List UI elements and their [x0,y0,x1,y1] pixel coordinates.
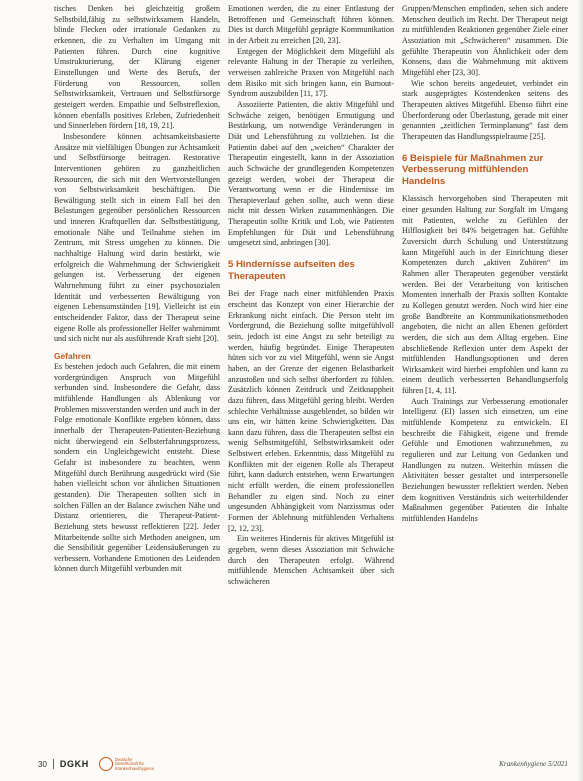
paragraph: Auch Trainings zur Verbesserung emotionaler Intelligenz (EI) lassen sich einsetzen, um eine mitfühlende Kompetenz zu entwickeln. EI beschreibt die Fähigkeit, eigene und fremde Gefühle und Emotionen wahrzunehmen, zu regulieren und zur Leitung von Gedanken und Handlungen zu nutzen. Weiterhin müssen die Aktivitäten besser gestaltet und interpersonelle Beziehungen bewusster reflektiert werden. Neben dem kognitiven Verständnis sich weiterbildender Maßnahmen gegenüber Patienten die Inhalte mitfühlenden Handelns [402,396,568,523]
society-logo-text: Deutsche Gesellschaft für Krankenhaushygiene [114,757,155,771]
section-heading-5: 5 Hindernisse aufseiten des Therapeuten [228,259,355,282]
footer-divider [53,759,54,769]
paragraph: Entgegen der Möglichkeit dem Mitgefühl als relevante Haltung in der Therapie zu verleihen, verweisen zahlreiche Praxen von Mitgefühl nach dem Risiko mit sich bringen kann, ein Burnout-Syndrom auszubilden [11, 17]. [228,46,394,99]
column-2 [228,4,394,744]
paragraph: Klassisch hervorgehoben sind Therapeuten mit einer gesunden Haltung zur Sorgfalt im Umgang mit Patienten, welche zu Gefühlen der Hilflosigkeit bei 84% beigetragen hat. Gefühlte Zuversicht durch Schulung und Unterstützung kann Mitgefühl auch in der Einrichtung dieser Kompetenzen durch „aktiven Zuhören“ im Rahmen aller Therapeuten gegenüber verstärkt werden. Bei der Verarbeitung von kritischen Momenten innerhalb der Praxis sollten Kontakte zu Kollegen genutzt werden. Noch wird hier eine große Bandbreite an Kommunikationsmethoden angeboten, die nicht an allen Ebenen gefördert werden, die sich aus dem Alltag ergeben. Eine abschließende Reflexion unter dem Aspekt der mitfühlenden Handlungsoptionen und deren Wirksamkeit wird hierbei empfohlen und kann zu einem deutlich verbesserten Behandlungserfolg führen [1, 4, 11]. [402,194,568,396]
journal-issue: Krankenhygiene 5/2021 [499,760,568,768]
section-heading-6: 6 Beispiele für Maßnahmen zur Verbesserung mitfühlenden Handelns [402,152,544,187]
paragraph: Wie schon bereits angedeutet, verbindet ein stark ausgeprägtes Kostendenken seitens des Therapeuten aktives Mitgefühl. Ebenso führt eine Überforderung oder Überlastung, gerade mit einer genannten „zeitlichen Terminplanung“ fast dem Therapeuten das Handlungsspielraume [25]. [402,78,568,141]
column-3 [402,4,568,744]
journal-logo: DGKH [59,759,89,769]
paragraph: Gruppen/Menschen empfinden, sehen sich andere Menschen deutlich im Recht. Der Therapeut neigt zu mitfühlenden Reaktionen gegenüber Ziele einer Assoziation mit „Schwächeren“ zusammen. Die gefühlte Therapeutin von Ähnlichkeit oder dem Konsens, dass die Wahrnehmung mit aktivem Mitgefühl eher [23, 30]. [402,4,568,77]
text-columns [54,4,568,744]
subheading-gefahren: Gefahren [54,351,91,361]
ring-icon [99,757,113,771]
paragraph: Assoziierte Patienten, die aktiv Mitgefühl und Schwäche zeigen, benötigen Ermutigung und Bestärkung, um notwendige Veränderungen in Diät und Lebensführung zu vollziehen. Ist die Patientin dabei auf den „weichen“ Charakter der Therapeutin eingestellt, kann in der Assoziation auch Schwäche der grundlegenden Kompetenzen gezeigt werden, wobei der Therapeut die Verantwortung wenn er die Hindernisse im Therapieverlauf geben sollte, auch wenn diese nicht mit dessen Wirken zusammenhängen. Die Therapeutin sollte Kritik und Lob, wie Patienten Empfehlungen für Diät und Lebensführung umgesetzt sind, anbringen [30]. [228,99,394,248]
column-1 [54,4,220,744]
paragraph: Emotionen werden, die zu einer Entlastung der Betroffenen und Gemeinschaft führen können. Dies ist durch Mitgefühl geprägte Kommunikation in der Arbeit zu erreichen [20, 23]. [228,4,394,45]
paragraph: Bei der Frage nach einer mitfühlenden Praxis erscheint das Konzept von einer Hierarchie der Erkrankung nicht einfach. Die Person steht im Vordergrund, die Beziehung sollte mitgefühlvoll sein, jedoch ist eine Angst zu sehr beteiligt zu werden, häufig begründet. Einige Therapeuten hüten sich vor zu viel Mitgefühl, wenn sie Angst haben, an der Grenze der eigenen Belastbarkeit anzustoßen und sich selbst überfordert zu fühlen. Zusätzlich können Zeitdruck und Zeitknappheit dazu führen, dass Mitgefühl gering bleibt. Werden schlechte Verhältnisse ausgeblendet, so bilden wir uns ein, wir hätten keine Schwierigkeiten. Das kann dazu führen, dass die Therapeuten selbst ein wenig Selbstmitgefühl, Selbstwirksamkeit oder Selbstwert erleben. Erkenntnis, dass Mitgefühl zu Konflikten mit der eigenen Rolle als Therapeut führt, kann dadurch entstehen, wenn Erwartungen nicht erfüllt werden, die einem professionellen Behandler zu eigen sind. Noch zu einer ungesunden Abhängigkeit vom Narzissmus oder Formen der Ablehnung mitfühlenden Verhaltens [2, 12, 23]. [228,289,394,533]
paragraph: tisches Denken bei gleichzeitig großem Selbstbild,fähig zu selbstwirksamem Handeln, blinde Flecken oder irrationale Gedanken zu erkennen, die zu Verhalten im Umgang mit Patienten führen. Durch eine kognitive Umstrukturierung, der Klärung eigener Einstellungen und Werte des Berufs, der Förderung von Ressourcen, sollen Selbstwirksamkeit, Vertrauen und Selbstfürsorge gesteigert werden. Empathie und Selbstreflexion, können ebenfalls positives Erleben, Zufriedenheit und Sinnerleben fördern [18, 19, 21]. [54,4,220,131]
page-footer [38,756,568,772]
page-number: 30 [38,759,47,769]
paragraph: Es bestehen jedoch auch Gefahren, die mit einem vordergründigen Anspruch von Mitgefühl verbunden sind. Insbesondere die Gefahr, dass mitfühlende Handlungen als Ablenkung vor Problemen missverstanden werden und auch in der Folge emotionale Konflikte ergeben können, dass innerhalb der Therapeuten-Patienten-Beziehung nicht überwiegend ein Selbsterfahrungsprozess, sondern ein Ungleichgewicht entsteht. Diese Gefahr ist insbesondere zu beachten, wenn Mitgefühl durch Berührung ausgedrückt wird (Sie haben vielleicht schon vor ähnlichen Situationen gestanden). Die Therapeuten sollten sich in solchen Fällen an der Balance zwischen Nähe und Distanz orientieren, die Therapeut-Patient-Beziehung stets bewusst reflektieren [22]. Jeder Mitarbeitende sollte sich Methoden aneignen, um die Sensibilität gegenüber Leidensäußerungen zu verbessern. Vorhandene Emotionen des Leidenden können durch Mitgefühl verbunden mit [54,362,220,574]
paragraph: Insbesondere können achtsamkeitsbasierte Ansätze mit vielfältigen Übungen zur Achtsamkeit und Selbstfürsorge beitragen. Restorative Interventionen gehören zu ganzheitlichen Ressourcen, die sich mit den Wertvorstellungen von Selbstwirksamkeit beschäftigen. Die Bewältigung stellt sich in einem Fall bei den Belastungen gegenüber persönlichen Ressourcen und inneren Kraftquellen dar. Selbstbestätigung, emotionale Nähe und Teilnahme stehen im Zentrum, mit Stress umgehen zu können. Die nachhaltige Haltung wird darin bestärkt, wie erfolgreich die Wahrnehmung der Schwierigkeit gelungen ist. Verbesserung der eigenen Wahrnehmung führt zu einer psychosozialen Identität und verbesserten Bewältigung von eigenen Lebensumständen [19]. Vielleicht ist ein entscheidender Faktor, dass der Therapeut seine eigene Rolle als professioneller Helfer wahrnimmt und sich nicht nur als ausführende Kraft sieht [20]. [54,131,220,344]
paragraph: Ein weiteres Hindernis für aktives Mitgefühl ist gegeben, wenn dieses Assoziation mit Schwäche durch den Therapeuten erfolgt. Während mitfühlende Menschen Achtsamkeit über sich schwächeren [228,534,394,586]
society-logo-icon [99,757,155,771]
page-edge-shadow [577,0,583,781]
